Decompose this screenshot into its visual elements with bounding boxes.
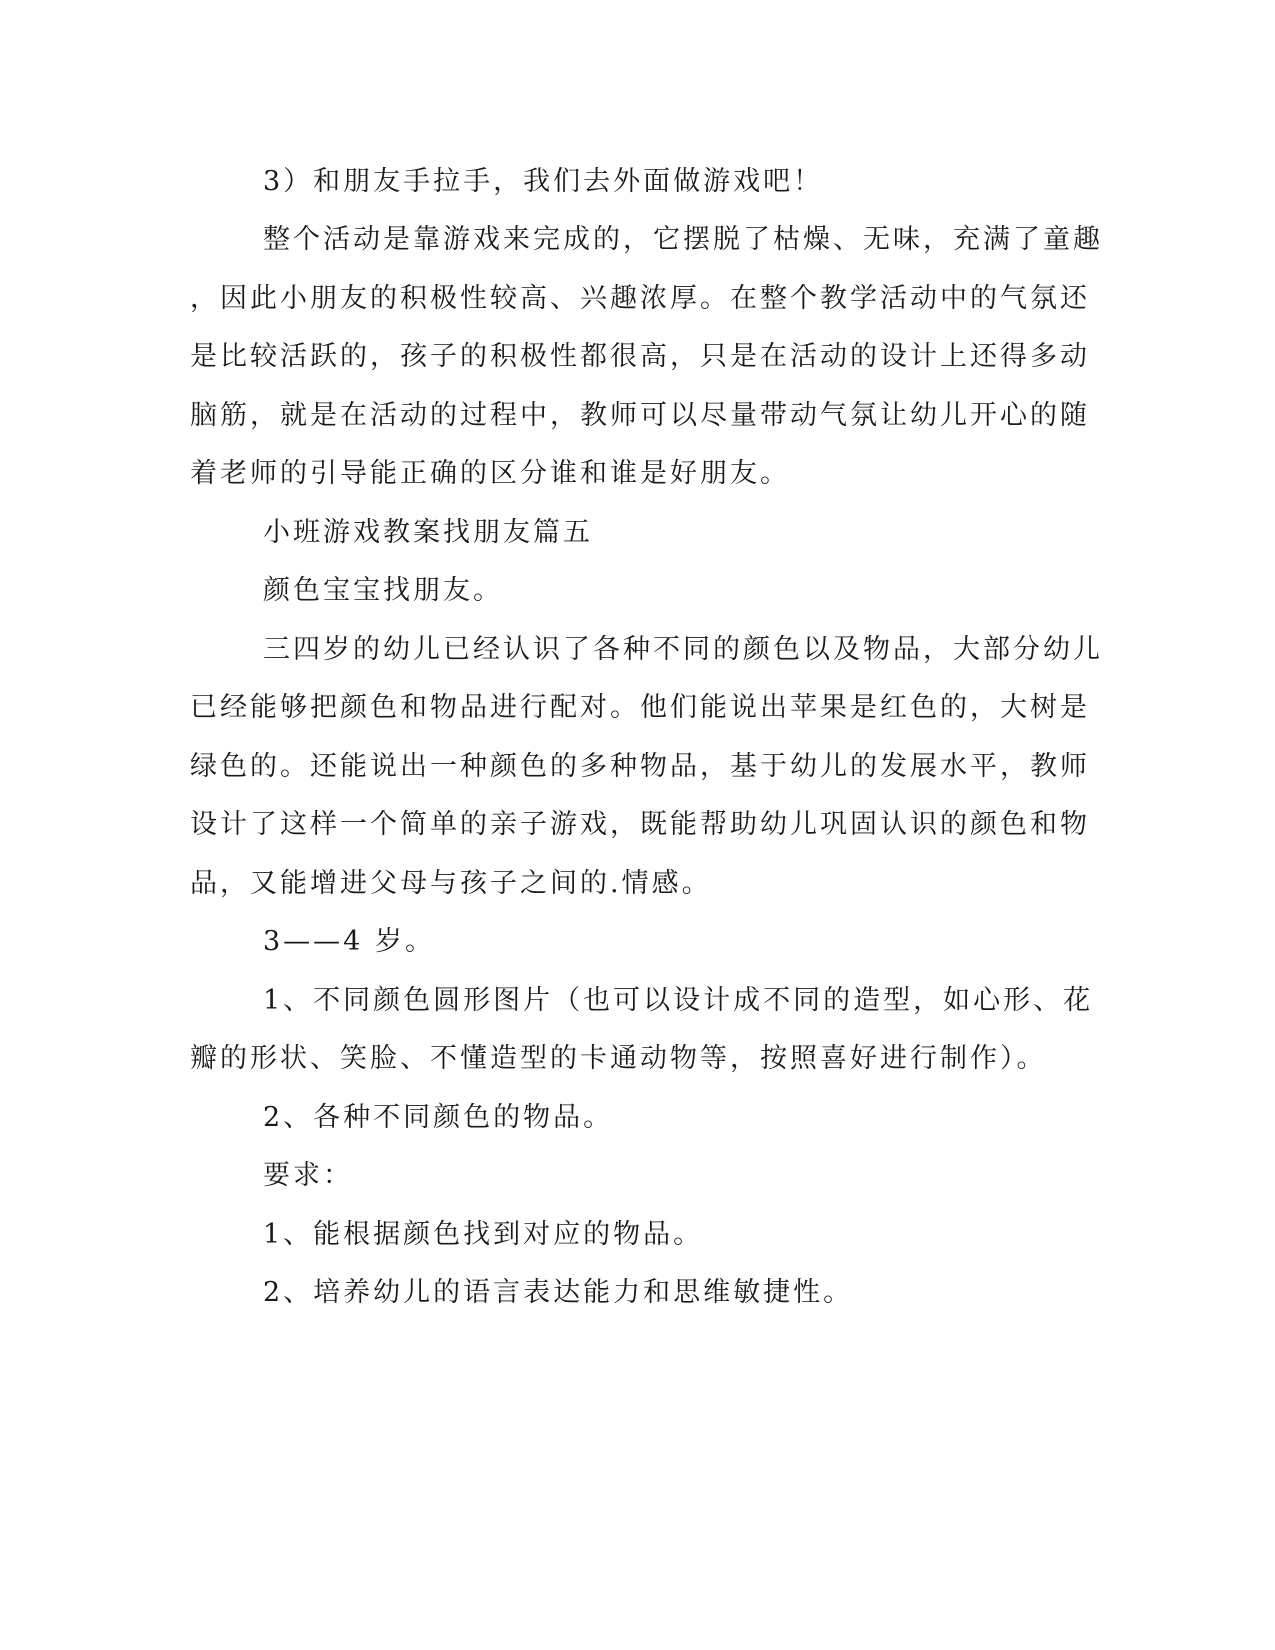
paragraph-line: 三四岁的幼儿已经认识了各种不同的颜色以及物品，大部分幼儿 [263,634,1103,665]
paragraph-line: 着老师的引导能正确的区分谁和谁是好朋友。 [190,458,790,489]
paragraph-line: 设计了这样一个简单的亲子游戏，既能帮助幼儿巩固认识的颜色和物 [190,809,1090,840]
paragraph-line: 颜色宝宝找朋友。 [263,575,503,606]
paragraph-line: 瓣的形状、笑脸、不懂造型的卡通动物等，按照喜好进行制作）。 [190,1043,1047,1074]
paragraph-line: 绿色的。还能说出一种颜色的多种物品，基于幼儿的发展水平，教师 [190,751,1090,782]
section-heading: 小班游戏教案找朋友篇五 [263,517,593,548]
paragraph-line: 整个活动是靠游戏来完成的，它摆脱了枯燥、无味，充满了童趣 [263,224,1103,255]
paragraph-line: 脑筋，就是在活动的过程中，教师可以尽量带动气氛让幼儿开心的随 [190,400,1090,431]
paragraph-line: 1、能根据颜色找到对应的物品。 [263,1219,704,1250]
paragraph-line: 已经能够把颜色和物品进行配对。他们能说出苹果是红色的，大树是 [190,692,1090,723]
paragraph-line: 要求： [263,1160,353,1191]
paragraph-line: 2、培养幼儿的语言表达能力和思维敏捷性。 [263,1277,854,1308]
paragraph-line: ，因此小朋友的积极性较高、兴趣浓厚。在整个教学活动中的气氛还 [190,283,1090,314]
paragraph-line: 2、各种不同颜色的物品。 [263,1102,614,1133]
paragraph-line: 3——4 岁。 [263,926,435,957]
paragraph-line: 品，又能增进父母与孩子之间的.情感。 [190,868,712,899]
paragraph-line: 是比较活跃的，孩子的积极性都很高，只是在活动的设计上还得多动 [190,341,1090,372]
paragraph-line: 1、不同颜色圆形图片（也可以设计成不同的造型，如心形、花 [263,985,1094,1016]
paragraph-line: 3）和朋友手拉手，我们去外面做游戏吧！ [263,166,824,197]
